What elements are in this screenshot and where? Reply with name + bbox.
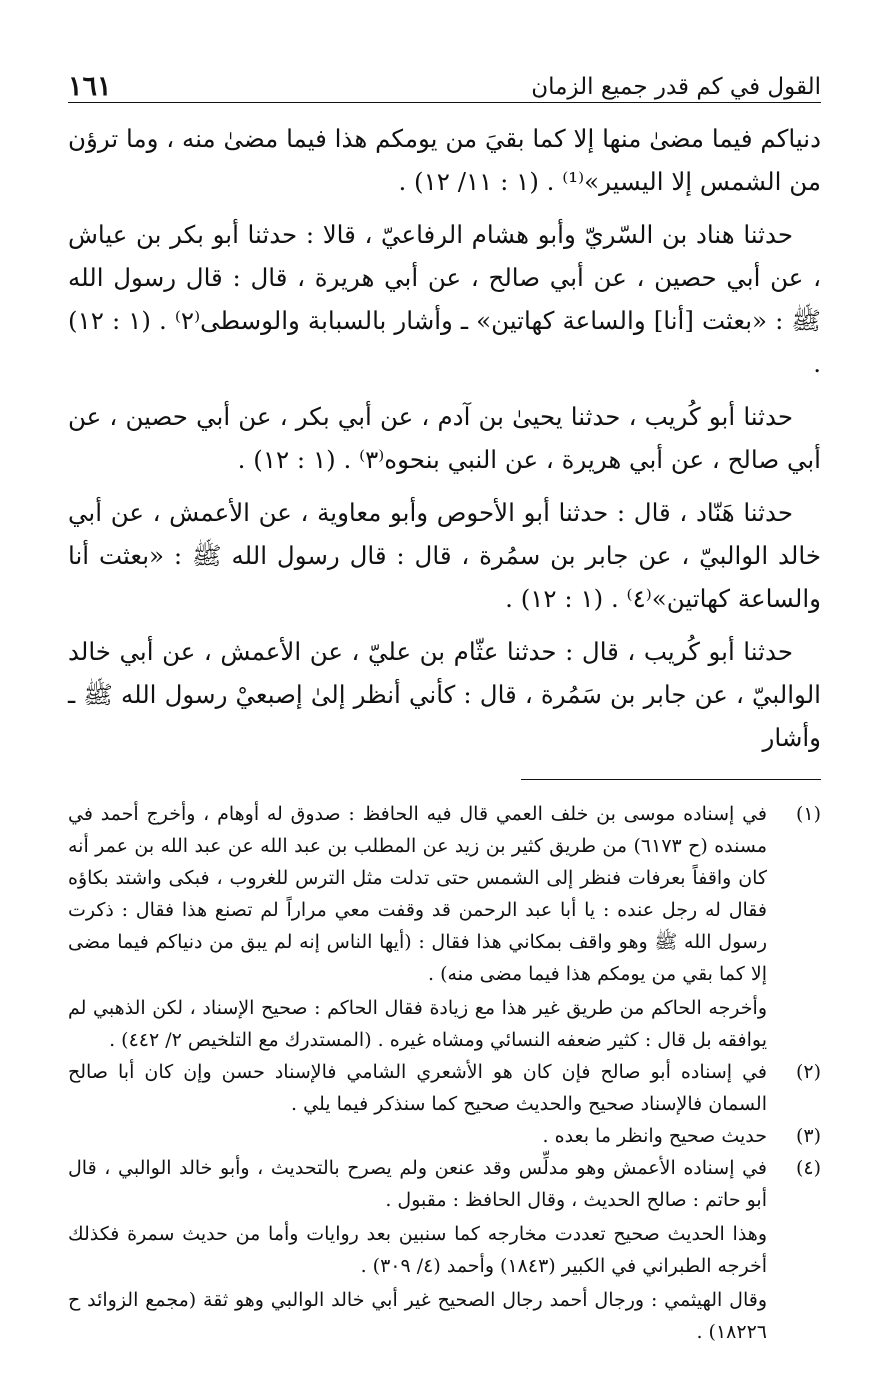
- footnote-number: (١): [795, 803, 821, 825]
- footnote-text: حديث صحيح وانظر ما بعده .: [542, 1125, 767, 1147]
- footnote-text: وأخرجه الحاكم من طريق غير هذا مع زيادة فقال الحاكم : صحيح الإسناد ، لكن الذهبي لم يوافقه بل قال : كثير ضعفه النسائي ومشاه غيره . (المستدرك مع التلخيص ٢/ ٤٤٢) .: [68, 997, 767, 1051]
- footnote-number: (٢): [795, 1061, 821, 1083]
- page-header: [68, 64, 821, 103]
- footnote: [68, 1152, 821, 1348]
- main-paragraph: حدثنا هَنّاد ، قال : حدثنا أبو الأحوص وأبو معاوية ، عن الأعمش ، عن أبي خالد الوالبيّ ، عن جابر بن سمُرة ، قال : قال رسول الله ﷺ : «بعثت أنا والساعة كهاتين»⁽٤⁾ . (١ : ١٢) .: [68, 498, 821, 613]
- footnote-text: في إسناده الأعمش وهو مدلِّس وقد عنعن ولم يصرح بالتحديث ، وأبو خالد الوالبي ، قال أبو حاتم : صالح الحديث ، وقال الحافظ : مقبول .: [68, 1157, 767, 1211]
- footnote-body: [68, 1152, 767, 1348]
- main-text: [68, 117, 821, 759]
- footnote-body: [68, 798, 767, 1056]
- main-paragraph: دنياكم فيما مضىٰ منها إلا كما بقيَ من يومكم هذا فيما مضىٰ منه ، وما ترؤن من الشمس إلا اليسير»⁽¹⁾ . (١ : ١١/ ١٢) .: [68, 124, 821, 196]
- footnote-number: (٣): [795, 1125, 821, 1147]
- page-number: ١٦١: [68, 71, 112, 102]
- footnote: [68, 1056, 821, 1120]
- footnote-text: وهذا الحديث صحيح تعددت مخارجه كما سنبين بعد روايات وأما من حديث سمرة فكذلك أخرجه الطبراني في الكبير (١٨٤٣) وأحمد (٤/ ٣٠٩) .: [68, 1223, 767, 1277]
- footnote-number: (٤): [795, 1157, 821, 1179]
- footnote-divider: [521, 779, 821, 780]
- book-page: [68, 64, 821, 1392]
- footnote: [68, 798, 821, 1056]
- footnotes: [68, 798, 821, 1348]
- footnote-text: وقال الهيثمي : ورجال أحمد رجال الصحيح غير أبي خالد الوالبي وهو ثقة (مجمع الزوائد ح ١٨٢٢٦) .: [68, 1289, 767, 1343]
- main-paragraph: حدثنا أبو كُريب ، قال : حدثنا عثّام بن عليّ ، عن الأعمش ، عن أبي خالد الوالبيّ ، عن جابر بن سَمُرة ، قال : كأني أنظر إلىٰ إصبعيْ رسول الله ﷺ ـ وأشار: [68, 637, 821, 752]
- footnote-body: [68, 1120, 767, 1152]
- footnote-text: في إسناده موسى بن خلف العمي قال فيه الحافظ : صدوق له أوهام ، وأخرج أحمد في مسنده (ح ٦١٧٣) من طريق كثير بن زيد عن المطلب بن عبد الله عن عبد الله بن عمر أنه كان واقفاً بعرفات فنظر إلى الشمس حتى تدلت مثل الترس للغروب ، فبكى واشتد بكاؤه فقال له رجل عنده : يا أبا عبد الرحمن قد وقفت معي مراراً لم تصنع هذا فقال : ذكرت رسول الله ﷺ وهو واقف بمكاني هذا فقال : (أيها الناس إنه لم يبق من دنياكم فيما مضى إلا كما بقي من يومكم هذا فيما مضى منه) .: [68, 803, 768, 985]
- main-paragraph: حدثنا هناد بن السّريّ وأبو هشام الرفاعيّ ، قالا : حدثنا أبو بكر بن عياش ، عن أبي حصين ، عن أبي صالح ، عن أبي هريرة ، قال : قال رسول الله ﷺ : «بعثت [أنا] والساعة كهاتين» ـ وأشار بالسبابة والوسطى⁽٢⁾ . (١ : ١٢) .: [68, 220, 821, 378]
- footnote: [68, 1120, 821, 1152]
- footnote-text: في إسناده أبو صالح فإن كان هو الأشعري الشامي فالإسناد حسن وإن كان أبا صالح السمان فالإسناد صحيح والحديث صحيح كما سنذكر فيما يلي .: [68, 1061, 767, 1115]
- running-title: القول في كم قدر جميع الزمان: [531, 74, 821, 100]
- footnote-body: [68, 1056, 767, 1120]
- main-paragraph: حدثنا أبو كُريب ، حدثنا يحيىٰ بن آدم ، عن أبي بكر ، عن أبي حصين ، عن أبي صالح ، عن أبي هريرة ، عن النبي بنحوه⁽٣⁾ . (١ : ١٢) .: [68, 402, 821, 474]
